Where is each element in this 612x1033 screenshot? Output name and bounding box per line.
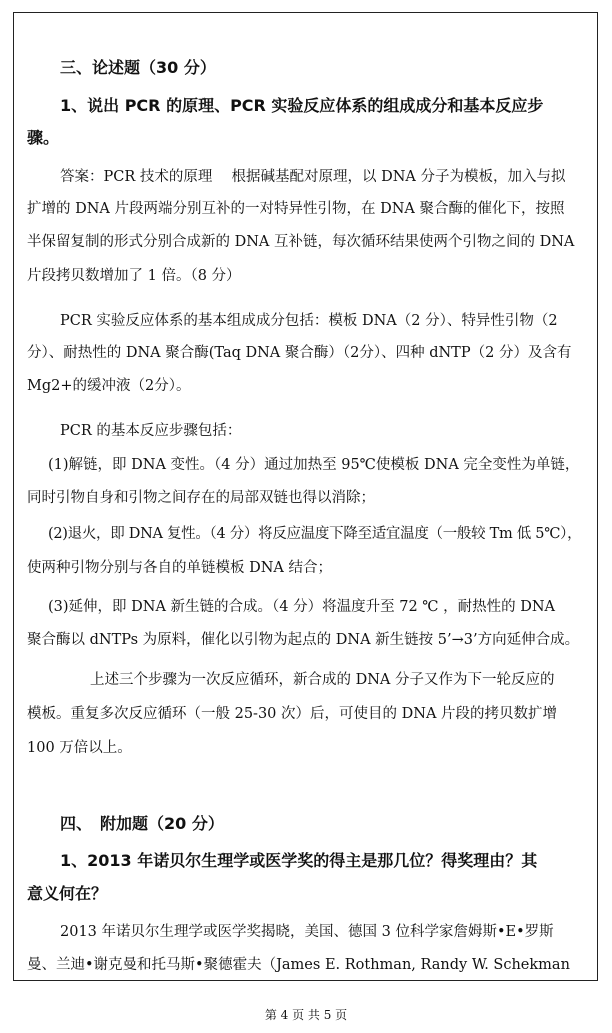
section-4-answer-line-1: 2013 年诺贝尔生理学或医学奖揭晓，美国、德国 3 位科学家詹姆斯•E•罗斯 <box>60 924 554 940</box>
section-4-question-line-1: 1、2013 年诺贝尔生理学或医学奖的得主是那几位？得奖理由？其 <box>60 851 538 870</box>
section-4-question-line-2: 意义何在？ <box>27 884 108 903</box>
step-3-line-2: 聚合酶以 dNTPs 为原料，催化以引物为起点的 DNA 新生链按 5’→3’方向延伸合成。 <box>27 632 580 648</box>
page-number: 第 4 页 共 5 页 <box>264 1008 348 1022</box>
answer-p2-line-1: PCR 实验反应体系的基本组成成分包括：模板 DNA（2 分）、特异性引物（2 <box>60 313 558 329</box>
answer-p2-line-2: 分）、耐热性的 DNA 聚合酶(Taq DNA 聚合酶）（2分）、四种 dNTP（2 分）及含有 <box>27 345 572 361</box>
answer-p4-line-3: 100 万倍以上。 <box>27 740 132 756</box>
step-1-line-2: 同时引物自身和引物之间存在的局部双链也得以消除； <box>27 490 375 506</box>
step-1-line-1: (1)解链，即 DNA 变性。（4 分）通过加热至 95℃使模板 DNA 完全变性为单链， <box>48 457 580 473</box>
answer-p4-line-2: 模板。重复多次反应循环（一般 25-30 次）后，可使目的 DNA 片段的拷贝数扩增 <box>27 706 558 722</box>
section-4-answer-line-2: 曼、兰迪•谢克曼和托马斯•聚德霍夫（James E. Rothman, Randy W. Schekman <box>27 957 570 973</box>
step-2-line-1: (2)退火，即 DNA 复性。（4 分）将反应温度下降至适宜温度（一般较 Tm 低 5℃）， <box>48 526 582 542</box>
section-4-heading: 四、 附加题（20 分） <box>60 814 224 833</box>
section-3-question-line-2: 骤。 <box>27 128 60 147</box>
answer-p1-line-1: 答案：PCR 技术的原理 根据碱基配对原理，以 DNA 分子为模板，加入与拟 <box>60 169 566 185</box>
step-2-line-2: 使两种引物分别与各自的单链模板 DNA 结合； <box>27 560 333 576</box>
section-3-heading: 三、论述题（30 分） <box>60 58 216 77</box>
answer-p4-line-1: 上述三个步骤为一次反应循环，新合成的 DNA 分子又作为下一轮反应的 <box>90 672 555 688</box>
answer-p1-line-2: 扩增的 DNA 片段两端分别互补的一对特异性引物，在 DNA 聚合酶的催化下，按照 <box>27 201 565 217</box>
answer-p1-line-3: 半保留复制的形式分别合成新的 DNA 互补链，每次循环结果使两个引物之间的 DNA <box>27 234 575 250</box>
answer-p2-line-3: Mg2+的缓冲液（2分）。 <box>27 378 191 394</box>
answer-p3: PCR 的基本反应步骤包括： <box>60 423 242 439</box>
answer-p1-line-4: 片段拷贝数增加了 1 倍。（8 分） <box>27 268 241 284</box>
section-3-question-line-1: 1、说出 PCR 的原理、PCR 实验反应体系的组成成分和基本反应步 <box>60 96 544 115</box>
step-3-line-1: (3)延伸，即 DNA 新生链的合成。（4 分）将温度升至 72 ℃ ，耐热性的 DNA <box>48 599 556 615</box>
